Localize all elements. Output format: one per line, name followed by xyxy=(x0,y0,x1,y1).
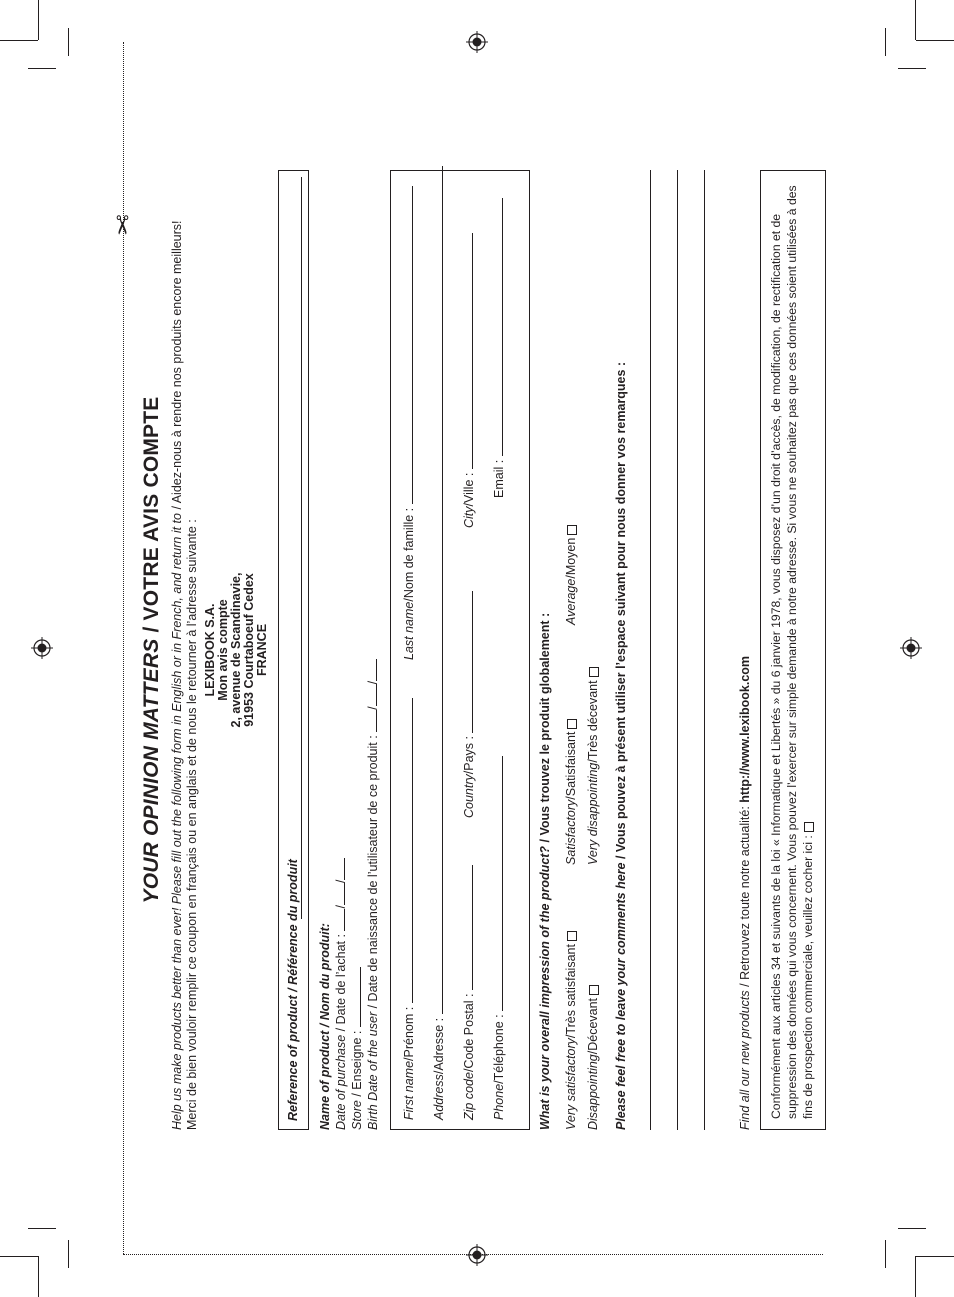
product-name-label: Name of product / Nom du produit: xyxy=(318,923,332,1130)
phone-field[interactable]: Phone/Téléphone : xyxy=(492,756,506,1120)
average-checkbox[interactable] xyxy=(567,525,577,535)
registration-mark-icon xyxy=(466,1244,488,1266)
crop-mark xyxy=(38,1256,39,1297)
last-name-field[interactable]: Last name/Nom de famille : xyxy=(402,186,416,660)
intro-text: Help us make products better than ever! Please fill out the following form in English or in French, and return it to / Aidez-nous à rendre nos produits encore meilleurs! Merci de bien vouloir remplir ce coupon en français ou en anglais et de nous le retourner à l’adresse suivante : xyxy=(170,220,199,1130)
purchase-date-field[interactable]: Date of purchase / Date de l’achat : // xyxy=(334,858,348,1130)
option-very-disappointing[interactable]: Very disappointing/Très décevant xyxy=(586,667,600,865)
address-field[interactable]: Address/Adresse : xyxy=(432,166,446,1120)
comments-prompt: Please feel free to leave your comments here / Vous pouvez à présent utiliser l’espace suivant pour nous donner vos remarques : xyxy=(614,361,628,1130)
disappointing-checkbox[interactable] xyxy=(589,985,599,995)
address-line: 2, avenue de Scandinavie, xyxy=(229,572,243,728)
address-line: 91953 Courtaboeuf Cedex xyxy=(242,573,256,727)
crop-mark xyxy=(915,1256,916,1297)
crop-mark xyxy=(898,1228,926,1229)
find-products-text: Find all our new products / Retrouvez toute notre actualité: http://www.lexibook.com xyxy=(738,655,752,1130)
crop-mark xyxy=(916,1256,954,1257)
crop-mark xyxy=(28,68,56,69)
comment-line[interactable] xyxy=(677,170,678,1130)
crop-mark xyxy=(28,1228,56,1229)
impression-question: What is your overall impression of the product? / Vous trouvez le produit globalement : xyxy=(538,612,552,1130)
title-english: YOUR OPINION MATTERS xyxy=(140,638,163,904)
cut-line-horizontal xyxy=(123,1254,823,1255)
city-field[interactable]: City/Ville : xyxy=(462,233,476,528)
store-field[interactable]: Store / Enseigne : xyxy=(350,967,364,1130)
crop-mark xyxy=(0,1256,38,1257)
address-line: FRANCE xyxy=(255,623,269,677)
very-disappointing-checkbox[interactable] xyxy=(589,667,599,677)
crop-mark xyxy=(885,1240,886,1268)
comment-line[interactable] xyxy=(704,170,705,1130)
crop-mark xyxy=(916,40,954,41)
reference-label: Reference of product / Référence du produit xyxy=(286,859,300,1121)
birth-date-field[interactable]: Birth Date of the user / Date de naissance de l’utilisateur de ce produit : // xyxy=(366,659,380,1130)
satisfactory-checkbox[interactable] xyxy=(567,719,577,729)
comment-line[interactable] xyxy=(650,170,651,1130)
reference-line[interactable] xyxy=(301,177,302,919)
scissors-icon: ✂ xyxy=(106,214,137,236)
crop-mark xyxy=(0,40,38,41)
website-link[interactable]: http://www.lexibook.com xyxy=(738,655,752,803)
first-name-field[interactable]: First name/Prénom : xyxy=(402,698,416,1120)
registration-mark-icon xyxy=(466,31,488,53)
option-average[interactable]: Average/Moyen xyxy=(564,525,578,625)
legal-notice: Conformément aux articles 34 et suivants de la loi « Informatique et Libertés » du 6 janvier 1978, vous disposez d’un droit d’accès, de modification, de rectification et de suppression des données qui vous concernent. Vous pouvez l’exercer sur simple demande à notre adresse. Si vous ne souhaitez pas que ces données soient utilisées à des fins de prospection commerciale, veuillez cocher ici : xyxy=(760,170,826,1130)
address-line: Mon avis compte xyxy=(216,599,230,701)
crop-mark xyxy=(885,28,886,56)
crop-mark xyxy=(898,68,926,69)
option-satisfactory[interactable]: Satisfactory/Satisfaisant xyxy=(564,719,578,865)
very-satisfactory-checkbox[interactable] xyxy=(567,931,577,941)
registration-mark-icon xyxy=(31,637,53,659)
option-very-satisfactory[interactable]: Very satisfactory/Très satisfaisant xyxy=(564,931,578,1130)
country-field[interactable]: Country/Pays : xyxy=(462,591,476,818)
registration-mark-icon xyxy=(900,637,922,659)
crop-mark xyxy=(38,0,39,40)
feedback-form xyxy=(126,150,836,1150)
zip-code-field[interactable]: Zip code/Code Postal : xyxy=(462,865,476,1120)
email-field[interactable]: Email : xyxy=(492,198,506,498)
crop-mark xyxy=(68,28,69,56)
opt-out-checkbox[interactable] xyxy=(804,822,814,832)
option-disappointing[interactable]: Disappointing/Décevant xyxy=(586,985,600,1130)
title-french: VOTRE AVIS COMPTE xyxy=(140,396,163,621)
crop-mark xyxy=(915,0,916,40)
return-address xyxy=(204,150,269,1150)
crop-mark xyxy=(68,1240,69,1268)
form-title: YOUR OPINION MATTERS / VOTRE AVIS COMPTE xyxy=(140,396,163,904)
reference-field[interactable] xyxy=(278,170,309,1130)
address-line: LEXIBOOK S.A. xyxy=(203,603,217,697)
